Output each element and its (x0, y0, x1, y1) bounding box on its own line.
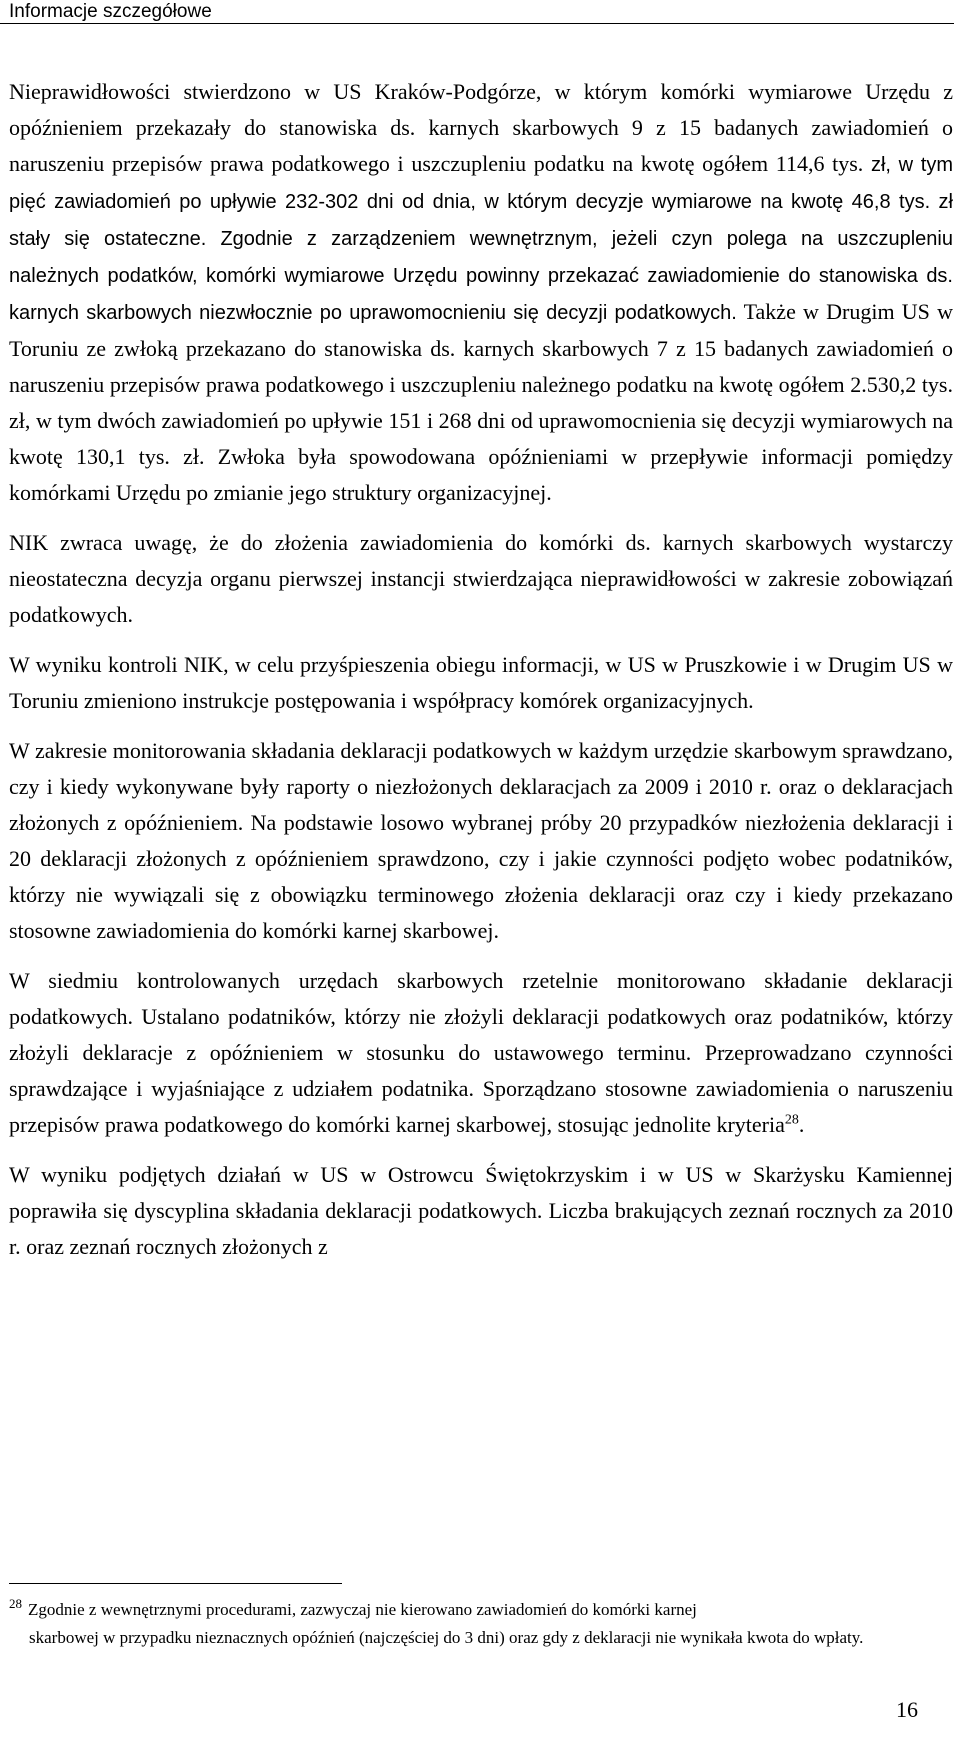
paragraph-1 (9, 74, 953, 511)
paragraph-6: W wyniku podjętych działań w US w Ostrowcu Świętokrzyskim i w US w Skarżysku Kamiennej poprawiła się dyscyplina składania deklaracji podatkowych. Liczba brakujących zeznań rocznych za 2010 r. oraz zeznań rocznych złożonych z (9, 1162, 953, 1259)
paragraph-1-part-c: Także w Drugim US w Toruniu ze zwłoką przekazano do stanowiska ds. karnych skarbowych 7 z 15 badanych zawiadomień o naruszeniu przepisów prawa podatkowego i uszczupleniu należnego podatku na kwotę ogółem 2.530,2 tys. zł, w tym dwóch zawiadomień po upływie 151 i 268 dni od uprawomocnienia się decyzji wymiarowych na kwotę 130,1 tys. zł. Zwłoka była spowodowana opóźnieniami w przepływie informacji pomiędzy komórkami Urzędu po zmianie jego struktury organizacyjnej. (9, 299, 953, 505)
footnote-separator (9, 1583, 342, 1584)
paragraph-2: NIK zwraca uwagę, że do złożenia zawiadomienia do komórki ds. karnych skarbowych wystarczy nieostateczna decyzja organu pierwszej instancji stwierdzająca nieprawidłowości w zakresie zobowiązań podatkowych. (9, 530, 953, 627)
footnote-reference[interactable]: 28 (784, 1112, 799, 1128)
page-header (0, 0, 954, 24)
footnote-text-1: Zgodnie z wewnętrznymi procedurami, zazwyczaj nie kierowano zawiadomień do komórki karnej (28, 1600, 697, 1619)
footnote (9, 1596, 953, 1651)
footnote-line-1 (9, 1596, 953, 1624)
paragraph-1-part-b: zł, w tym pięć zawiadomień po upływie 232-302 dni od dnia, w którym decyzje wymiarowe na kwotę 46,8 tys. zł stały się ostateczne. Zgodnie z zarządzeniem wewnętrznym, jeżeli czyn polega na uszczupleniu należnych podatków, komórki wymiarowe Urzędu powinny przekazać zawiadomienie do stanowiska ds. karnych skarbowych niezwłocznie po uprawomocnieniu się decyzji podatkowych. (9, 154, 953, 324)
page-number: 16 (896, 1697, 918, 1722)
paragraph-3: W wyniku kontroli NIK, w celu przyśpieszenia obiegu informacji, w US w Pruszkowie i w Drugim US w Toruniu zmieniono instrukcje postępowania i współpracy komórek organizacyjnych. (9, 652, 953, 713)
footnote-text-2: skarbowej w przypadku nieznacznych opóźnień (najczęściej do 3 dni) oraz gdy z deklaracji nie wynikała kwota do wpłaty. (29, 1628, 864, 1647)
footnote-number: 28 (9, 1596, 22, 1611)
paragraph-4: W zakresie monitorowania składania deklaracji podatkowych w każdym urzędzie skarbowym sprawdzano, czy i kiedy wykonywane były raporty o niezłożonych deklaracjach za 2009 i 2010 r. oraz o deklaracjach złożonych z opóźnieniem. Na podstawie losowo wybranej próby 20 przypadków niezłożenia deklaracji i 20 deklaracji złożonych z opóźnieniem sprawdzono, czy i jakie czynności podjęto wobec podatników, którzy nie wywiązali się z obowiązku terminowego złożenia deklaracji oraz czy i kiedy przekazano stosowne zawiadomienia do komórki karnej skarbowej. (9, 738, 953, 943)
paragraph-1-part-a: Nieprawidłowości stwierdzono w US Kraków-Podgórze, w którym komórki wymiarowe Urzędu z opóźnieniem przekazały do stanowiska ds. karnych skarbowych 9 z 15 badanych zawiadomień o naruszeniu przepisów prawa podatkowego i uszczupleniu podatku na kwotę ogółem 114,6 tys. (9, 79, 953, 176)
paragraph-5-end: . (798, 1112, 805, 1137)
paragraph-5-text: W siedmiu kontrolowanych urzędach skarbowych rzetelnie monitorowano składanie deklaracji podatkowych. Ustalano podatników, którzy nie złożyli deklaracji podatkowych oraz podatników, którzy złożyli deklaracje z opóźnieniem w stosunku do ustawowego terminu. Przeprowadzano czynności sprawdzające i wyjaśniające z udziałem podatnika. Sporządzano stosowne zawiadomienia o naruszeniu przepisów prawa podatkowego do komórki karnej skarbowej, stosując jednolite kryteria (9, 968, 953, 1137)
document-body (9, 74, 953, 1279)
header-title: Informacje szczegółowe (9, 1, 212, 22)
paragraph-5 (9, 963, 953, 1143)
